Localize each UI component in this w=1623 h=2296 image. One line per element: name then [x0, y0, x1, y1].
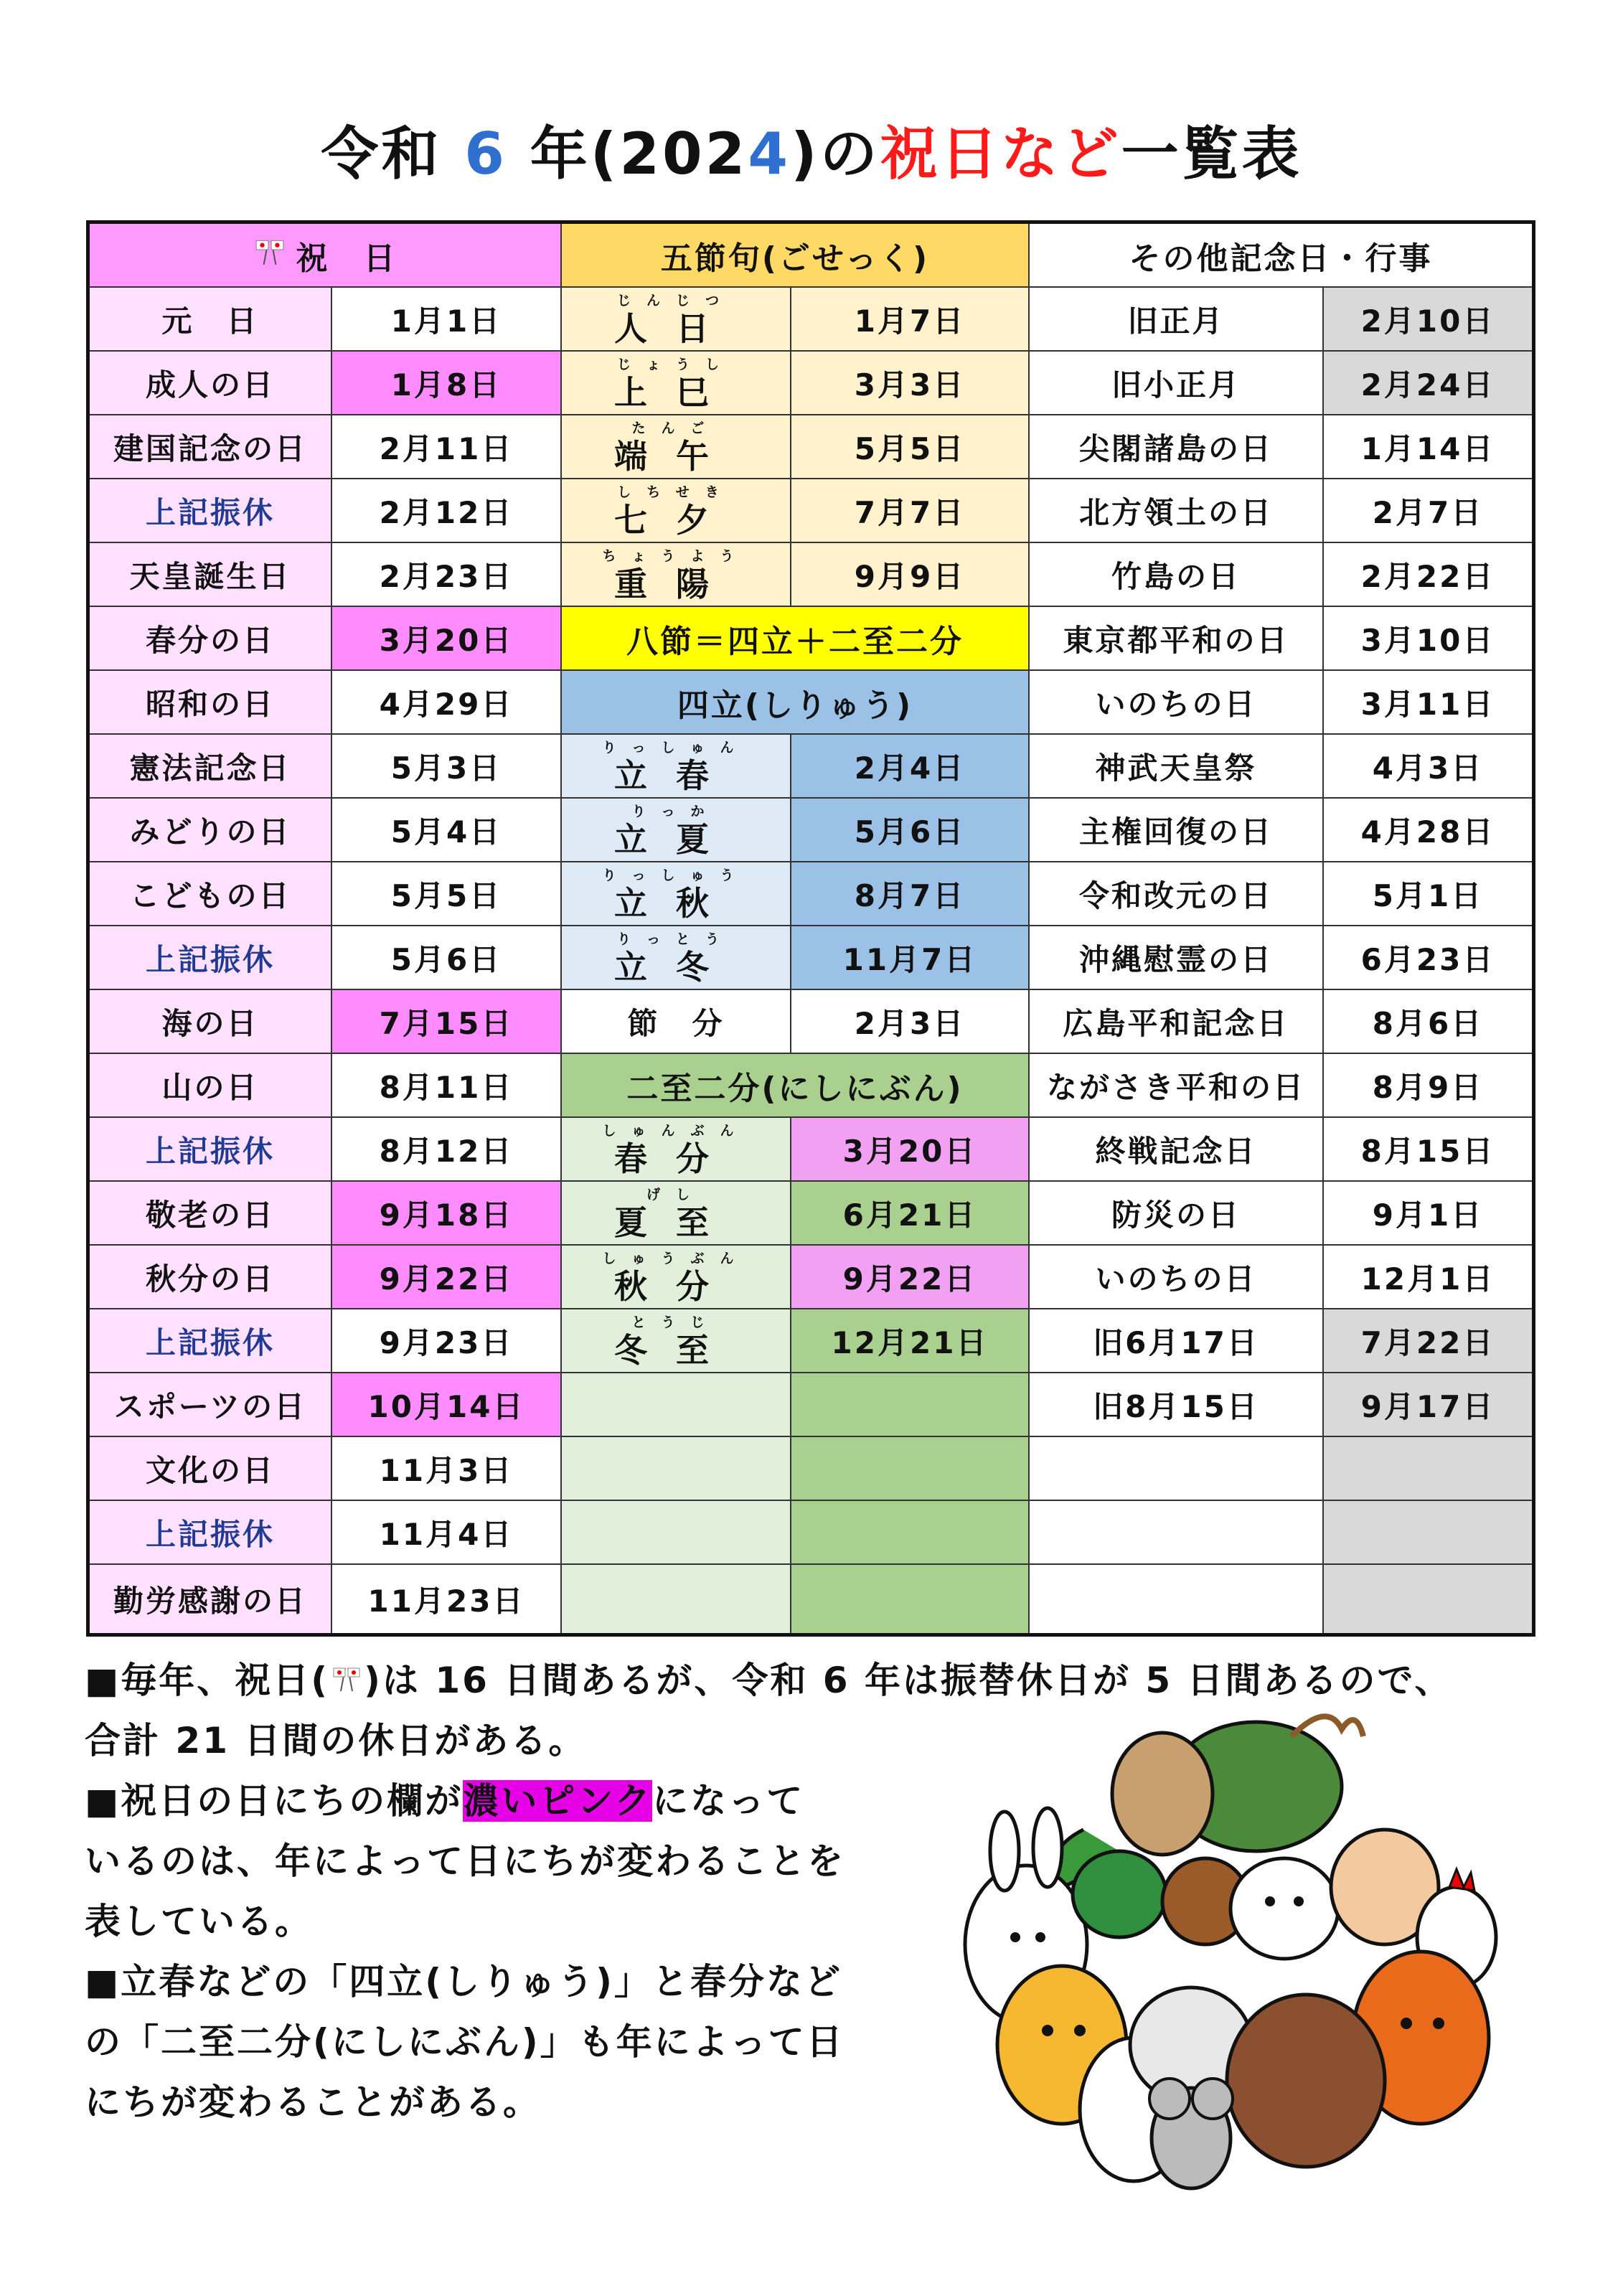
flag-icon — [329, 1650, 364, 1711]
empty-cell — [791, 1501, 1030, 1565]
event-date: 3月11日 — [1324, 671, 1532, 735]
kanji-name: 端午 — [614, 436, 738, 476]
furigana-name — [562, 479, 791, 543]
kanji-name: 七夕 — [614, 500, 738, 540]
event-date: 1月14日 — [1324, 415, 1532, 479]
note-line: ■立春などの「四立(しりゅう)」と春分など — [85, 1961, 842, 2003]
setsubun-name: 節 分 — [562, 990, 791, 1054]
event-name: いのちの日 — [1030, 1246, 1324, 1309]
gosekku-date: 7月7日 — [791, 479, 1030, 543]
event-name: 主権回復の日 — [1030, 799, 1324, 862]
event-name: ながさき平和の日 — [1030, 1054, 1324, 1118]
holiday-date: 11月23日 — [332, 1565, 562, 1633]
kanji-name: 春分 — [614, 1139, 738, 1178]
holiday-name: 天皇誕生日 — [90, 543, 332, 607]
holiday-name: 憲法記念日 — [90, 735, 332, 799]
holiday-name: 建国記念の日 — [90, 415, 332, 479]
kanji-name: 秋分 — [614, 1266, 738, 1306]
event-date: 8月6日 — [1324, 990, 1532, 1054]
holiday-name: 海の日 — [90, 990, 332, 1054]
empty-cell — [791, 1437, 1030, 1501]
holiday-date: 8月11日 — [332, 1054, 562, 1118]
event-date: 9月17日 — [1324, 1373, 1532, 1437]
kanji-name: 立春 — [614, 756, 738, 795]
empty-cell — [1030, 1565, 1324, 1633]
empty-cell — [562, 1437, 791, 1501]
shiryu-date: 8月7日 — [791, 862, 1030, 926]
holiday-name: みどりの日 — [90, 799, 332, 862]
holiday-name: 秋分の日 — [90, 1246, 332, 1309]
event-name: 尖閣諸島の日 — [1030, 415, 1324, 479]
event-name: 北方領土の日 — [1030, 479, 1324, 543]
furigana-name — [562, 1118, 791, 1182]
event-name: 東京都平和の日 — [1030, 607, 1324, 671]
pink-highlight: 濃いピンク — [463, 1780, 653, 1822]
event-date: 8月15日 — [1324, 1118, 1532, 1182]
furigana: じょうし — [616, 356, 735, 372]
note-line: の「二至二分(にしにぶん)」も年によって日 — [85, 2021, 845, 2063]
event-date: 7月22日 — [1324, 1309, 1532, 1373]
furigana: りっしゅう — [602, 867, 750, 883]
event-name: いのちの日 — [1030, 671, 1324, 735]
holiday-date: 9月22日 — [332, 1246, 562, 1309]
furigana-name — [562, 352, 791, 415]
furigana: りっか — [631, 803, 720, 819]
setsubun-date: 2月3日 — [791, 990, 1030, 1054]
event-name: 旧正月 — [1030, 288, 1324, 352]
holiday-name: 春分の日 — [90, 607, 332, 671]
event-date: 3月10日 — [1324, 607, 1532, 671]
holiday-date: 3月20日 — [332, 607, 562, 671]
event-date: 9月1日 — [1324, 1182, 1532, 1246]
event-name: 竹島の日 — [1030, 543, 1324, 607]
furigana-name — [562, 1246, 791, 1309]
holiday-name: 上記振休 — [90, 1501, 332, 1565]
event-date: 6月23日 — [1324, 926, 1532, 990]
hassetsu-header: 八節＝四立＋二至二分 — [562, 607, 1030, 671]
furigana: じんじつ — [616, 292, 735, 309]
furigana-name — [562, 288, 791, 352]
holiday-name: スポーツの日 — [90, 1373, 332, 1437]
event-date: 5月1日 — [1324, 862, 1532, 926]
others-header: その他記念日・行事 — [1030, 224, 1532, 288]
holiday-name: 成人の日 — [90, 352, 332, 415]
gosekku-header: 五節句(ごせっく) — [562, 224, 1030, 288]
holiday-date: 1月1日 — [332, 288, 562, 352]
empty-cell — [791, 1565, 1030, 1633]
kanji-name: 重陽 — [614, 564, 738, 603]
empty-cell — [1324, 1565, 1532, 1633]
furigana-name — [562, 735, 791, 799]
flag-icon — [253, 236, 286, 274]
event-name: 旧6月17日 — [1030, 1309, 1324, 1373]
empty-cell — [791, 1373, 1030, 1437]
holiday-date: 5月6日 — [332, 926, 562, 990]
event-name: 沖縄慰霊の日 — [1030, 926, 1324, 990]
holiday-date: 9月18日 — [332, 1182, 562, 1246]
furigana: しゅんぶん — [602, 1122, 750, 1139]
holiday-name: こどもの日 — [90, 862, 332, 926]
holiday-date: 9月23日 — [332, 1309, 562, 1373]
event-name: 神武天皇祭 — [1030, 735, 1324, 799]
holiday-date: 2月23日 — [332, 543, 562, 607]
furigana: しちせき — [617, 484, 735, 500]
note-line: 合計 21 日間の休日がある。 — [85, 1720, 587, 1761]
holiday-date: 10月14日 — [332, 1373, 562, 1437]
empty-cell — [1030, 1437, 1324, 1501]
furigana-name — [562, 415, 791, 479]
furigana: りっとう — [616, 931, 735, 947]
nishi-date: 3月20日 — [791, 1118, 1030, 1182]
holiday-name: 山の日 — [90, 1054, 332, 1118]
kanji-name: 冬至 — [614, 1330, 738, 1370]
note-line: ■祝日の日にちの欄が濃いピンクになって — [85, 1780, 805, 1822]
kanji-name: 上巳 — [614, 372, 738, 412]
note-line: にちが変わることがある。 — [85, 2081, 541, 2123]
furigana: しゅうぶん — [602, 1250, 750, 1266]
furigana: げし — [646, 1186, 705, 1203]
furigana-name — [562, 799, 791, 862]
holiday-date: 8月12日 — [332, 1118, 562, 1182]
note-line: 表している。 — [85, 1901, 313, 1942]
event-name: 防災の日 — [1030, 1182, 1324, 1246]
nishi-header: 二至二分(にしにぶん) — [562, 1054, 1030, 1118]
empty-cell — [1030, 1501, 1324, 1565]
zodiac-animals-illustration — [954, 1708, 1514, 2224]
event-name: 広島平和記念日 — [1030, 990, 1324, 1054]
furigana: ちょうよう — [602, 547, 750, 564]
nishi-date: 6月21日 — [791, 1182, 1030, 1246]
note-line: いるのは、年によって日にちが変わることを — [85, 1840, 845, 1882]
holiday-name: 昭和の日 — [90, 671, 332, 735]
event-name: 旧8月15日 — [1030, 1373, 1324, 1437]
empty-cell — [562, 1501, 791, 1565]
holiday-name: 文化の日 — [90, 1437, 332, 1501]
event-date: 2月10日 — [1324, 288, 1532, 352]
shiryu-date: 5月6日 — [791, 799, 1030, 862]
page-title: 令和 6 年(2024)の祝日など一覧表 — [321, 121, 1302, 187]
gosekku-date: 1月7日 — [791, 288, 1030, 352]
holiday-header — [90, 224, 562, 288]
holiday-name: 上記振休 — [90, 479, 332, 543]
holiday-name: 敬老の日 — [90, 1182, 332, 1246]
furigana-name — [562, 926, 791, 990]
holiday-table — [86, 220, 1535, 1637]
gosekku-date: 3月3日 — [791, 352, 1030, 415]
event-date: 2月24日 — [1324, 352, 1532, 415]
holiday-date: 2月12日 — [332, 479, 562, 543]
furigana-name — [562, 543, 791, 607]
gosekku-date: 9月9日 — [791, 543, 1030, 607]
holiday-date: 5月3日 — [332, 735, 562, 799]
empty-cell — [1324, 1437, 1532, 1501]
holiday-date: 5月5日 — [332, 862, 562, 926]
furigana: たんご — [631, 420, 720, 436]
event-date: 4月3日 — [1324, 735, 1532, 799]
kanji-name: 立夏 — [614, 819, 738, 859]
event-date: 4月28日 — [1324, 799, 1532, 862]
event-name: 令和改元の日 — [1030, 862, 1324, 926]
holiday-date: 5月4日 — [332, 799, 562, 862]
event-date: 8月9日 — [1324, 1054, 1532, 1118]
furigana: とうじ — [631, 1314, 720, 1330]
gosekku-date: 5月5日 — [791, 415, 1030, 479]
holiday-date: 7月15日 — [332, 990, 562, 1054]
event-date: 2月22日 — [1324, 543, 1532, 607]
holiday-date: 2月11日 — [332, 415, 562, 479]
empty-cell — [562, 1373, 791, 1437]
holiday-date: 4月29日 — [332, 671, 562, 735]
shiryu-date: 2月4日 — [791, 735, 1030, 799]
kanji-name: 夏至 — [614, 1203, 738, 1242]
holiday-name: 上記振休 — [90, 926, 332, 990]
holiday-date: 11月4日 — [332, 1501, 562, 1565]
holiday-name: 元 日 — [90, 288, 332, 352]
holiday-date: 1月8日 — [332, 352, 562, 415]
shiryu-date: 11月7日 — [791, 926, 1030, 990]
furigana-name — [562, 862, 791, 926]
holiday-date: 11月3日 — [332, 1437, 562, 1501]
furigana-name — [562, 1182, 791, 1246]
empty-cell — [562, 1565, 791, 1633]
event-date: 12月1日 — [1324, 1246, 1532, 1309]
holiday-name: 上記振休 — [90, 1309, 332, 1373]
holiday-header-label: 祝 日 — [296, 240, 397, 277]
note-line: ■毎年、祝日( )は 16 日間あるが、令和 6 年は振替休日が 5 日間あるので、 — [85, 1650, 1453, 1711]
shiryu-header: 四立(しりゅう) — [562, 671, 1030, 735]
kanji-name: 人日 — [614, 309, 738, 348]
event-date: 2月7日 — [1324, 479, 1532, 543]
event-name: 旧小正月 — [1030, 352, 1324, 415]
nishi-date: 9月22日 — [791, 1246, 1030, 1309]
kanji-name: 立冬 — [614, 947, 738, 987]
empty-cell — [1324, 1501, 1532, 1565]
furigana-name — [562, 1309, 791, 1373]
furigana: りっしゅん — [602, 739, 750, 756]
nishi-date: 12月21日 — [791, 1309, 1030, 1373]
event-name: 終戦記念日 — [1030, 1118, 1324, 1182]
holiday-name: 勤労感謝の日 — [90, 1565, 332, 1633]
kanji-name: 立秋 — [614, 883, 738, 923]
holiday-name: 上記振休 — [90, 1118, 332, 1182]
